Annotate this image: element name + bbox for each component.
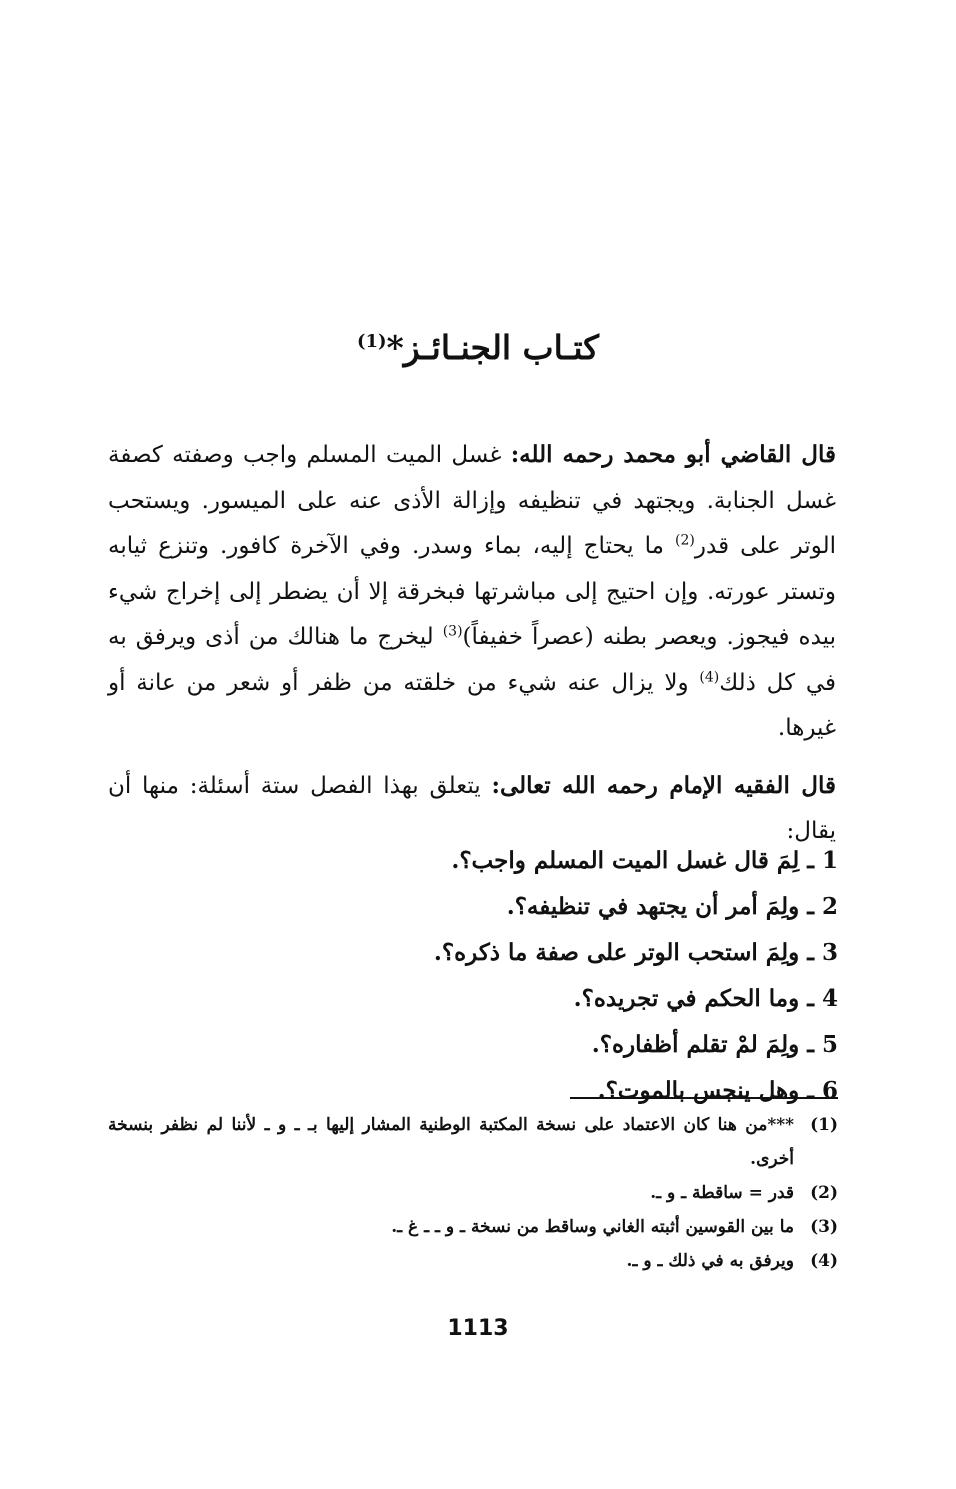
footnote-ref-2: (2) — [675, 532, 695, 549]
question-item: 5 ـ ولِمَ لمْ تقلم أظفاره؟. — [591, 1031, 838, 1058]
footnote-number: (3) — [810, 1217, 838, 1237]
page-number: 1113 — [447, 1316, 509, 1341]
footnote-ref-4: (4) — [699, 668, 720, 685]
footnotes-list — [108, 1108, 838, 1278]
footnote-item — [108, 1176, 838, 1210]
footnote-number: (1) — [810, 1115, 838, 1135]
question-item: 6 ـ وهل ينجس بالموت؟. — [597, 1077, 838, 1104]
chapter-title-text: كتـاب الجنـائـز* — [386, 328, 600, 367]
footnote-text: قدر = ساقطة ـ و ـ. — [650, 1183, 794, 1203]
main-text — [108, 432, 836, 855]
footnote-item — [108, 1244, 838, 1278]
footnote-text: ***من هنا كان الاعتماد على نسخة المكتبة الوطنية المشار إليها بـ ـ و ـ لأننا لم نظفر بنسخة أخرى. — [108, 1115, 794, 1169]
footnote-ref-3: (3) — [442, 623, 463, 640]
footnote-divider — [570, 1097, 838, 1099]
footnote-text: ويرفق به في ذلك ـ و ـ. — [626, 1251, 794, 1271]
question-item: 2 ـ ولِمَ أمر أن يجتهد في تنظيفه؟. — [506, 893, 838, 920]
paragraph-1-text-b: ما يحتاج إليه، بماء وسدر. وفي الآخرة كافور. وتنزع ثيابه وتستر عورته. وإن احتيج إلى مباشرتها فبخرقة إلا أن يضطر إلى إخراج شيء بيده فيجوز. ويعصر بطنه (عصراً خفيفاً) — [108, 533, 836, 650]
paragraph-2-lead: قال الفقيه الإمام رحمه الله تعالى: — [491, 771, 837, 799]
paragraph-1-lead: قال القاضي أبو محمد رحمه الله: — [510, 441, 836, 468]
paragraph-1-text-c: ليخرج ما هنالك من أذى ويرفق به في كل ذلك — [108, 624, 836, 696]
footnote-item — [108, 1210, 838, 1244]
question-item: 3 ـ ولِمَ استحب الوتر على صفة ما ذكره؟. — [433, 939, 838, 966]
paragraph-1-text-d: ولا يزال عنه شيء من خلقته من ظفر أو شعر من عانة أو غيرها. — [108, 669, 836, 741]
paragraph-2-text: يتعلق بهذا الفصل ستة أسئلة: منها أن يقال: — [108, 772, 836, 844]
chapter-title-note-ref: (1) — [356, 331, 387, 352]
paragraph-1 — [108, 432, 836, 752]
footnote-number: (4) — [810, 1251, 838, 1271]
questions-list — [238, 838, 838, 1114]
chapter-title — [0, 328, 956, 367]
footnote-item — [108, 1108, 838, 1176]
footnote-number: (2) — [810, 1183, 838, 1203]
question-item: 1 ـ لِمَ قال غسل الميت المسلم واجب؟. — [451, 847, 838, 874]
question-item: 4 ـ وما الحكم في تجريده؟. — [573, 985, 838, 1012]
paragraph-1-text-a: غسل الميت المسلم واجب وصفته كصفة غسل الجنابة. ويجتهد في تنظيفه وإزالة الأذى عنه على الميسور. ويستحب الوتر على قدر — [108, 442, 836, 559]
footnote-text: ما بين القوسين أثبته الغاني وساقط من نسخة ـ و ـ ـ غ ـ. — [391, 1217, 794, 1237]
